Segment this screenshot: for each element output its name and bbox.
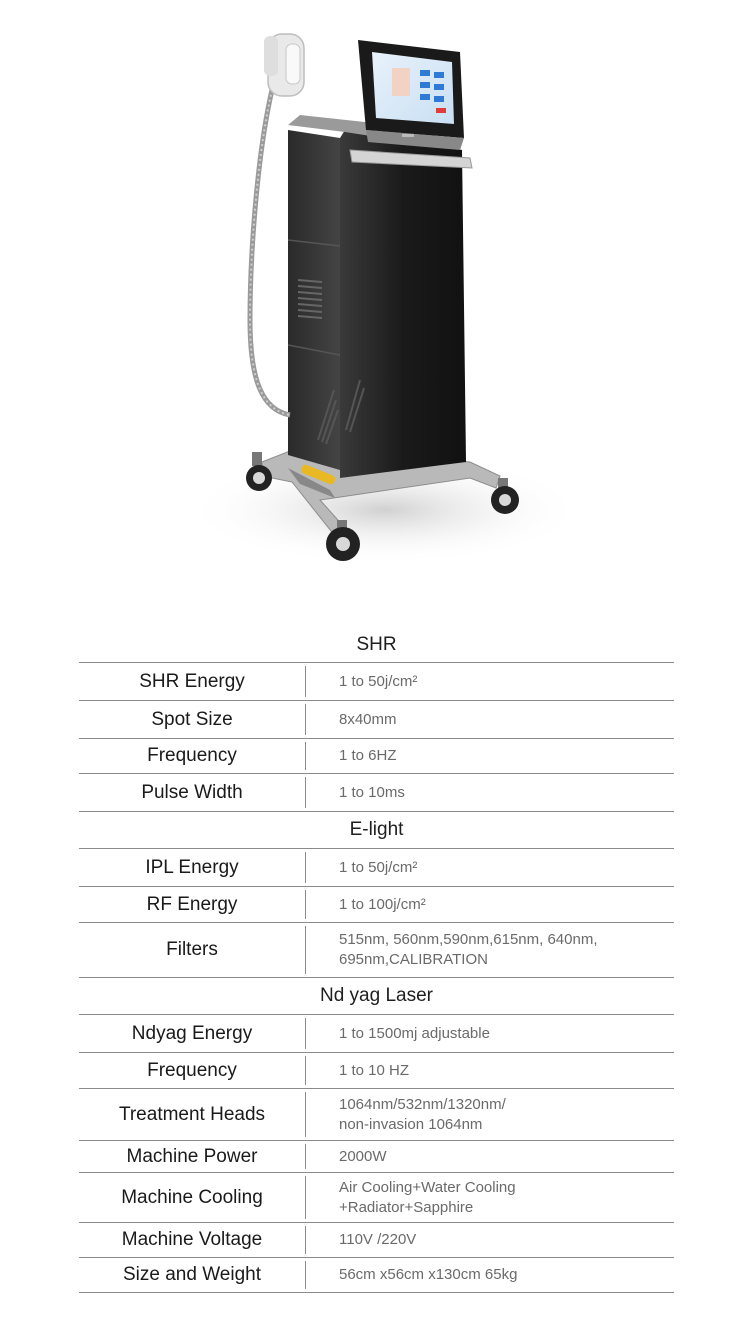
spec-value: 1 to 10ms	[339, 783, 405, 801]
spec-row	[79, 1089, 674, 1141]
spec-value: 1 to 1500mj adjustable	[339, 1024, 490, 1042]
spec-label: Machine Power	[79, 1144, 306, 1169]
specification-table	[79, 627, 674, 1293]
spec-row	[79, 923, 674, 978]
spec-value: 1064nm/532nm/1320nm/ non-invasion 1064nm	[339, 1095, 506, 1133]
spec-value: 110V /220V	[339, 1231, 417, 1248]
spec-label: Treatment Heads	[79, 1092, 306, 1137]
spec-row	[79, 887, 674, 923]
spec-label: SHR Energy	[79, 666, 306, 697]
spec-label: Frequency	[79, 742, 306, 770]
wheel-left	[246, 452, 272, 491]
spec-value: 1 to 10 HZ	[339, 1061, 410, 1079]
spec-row	[79, 663, 674, 701]
spec-label: Spot Size	[79, 704, 306, 735]
spec-row	[79, 1223, 674, 1258]
spec-value: 1 to 6HZ	[339, 747, 397, 764]
spec-label: Size and Weight	[79, 1261, 306, 1289]
machine-illustration	[0, 0, 750, 600]
spec-label: Filters	[79, 926, 306, 974]
spec-value: 56cm x56cm x130cm 65kg	[339, 1266, 518, 1283]
section-title: Nd yag Laser	[79, 978, 674, 1015]
spec-row	[79, 1015, 674, 1053]
spec-value: 515nm, 560nm,590nm,615nm, 640nm, 695nm,CALIBRATION	[339, 931, 598, 968]
spec-row	[79, 739, 674, 774]
spec-label: Machine Cooling	[79, 1176, 306, 1219]
spec-value: 1 to 50j/cm²	[339, 672, 418, 690]
spec-label: IPL Energy	[79, 852, 306, 883]
handpiece-cable	[250, 90, 290, 415]
touch-screen	[358, 40, 464, 150]
spec-value: 2000W	[339, 1147, 387, 1165]
section-title: SHR	[79, 627, 674, 663]
cabinet-front	[340, 130, 466, 478]
spec-row	[79, 1173, 674, 1223]
handpiece	[264, 34, 304, 96]
spec-value: 1 to 50j/cm²	[339, 858, 418, 876]
spec-label: Pulse Width	[79, 777, 306, 808]
spec-row	[79, 849, 674, 887]
section-title: E-light	[79, 812, 674, 849]
spec-label: RF Energy	[79, 890, 306, 919]
spec-value: 1 to 100j/cm²	[339, 895, 426, 913]
spec-value: 8x40mm	[339, 710, 397, 728]
spec-row	[79, 774, 674, 812]
spec-row	[79, 701, 674, 739]
spec-row	[79, 1053, 674, 1089]
spec-label: Machine Voltage	[79, 1226, 306, 1254]
spec-label: Frequency	[79, 1056, 306, 1085]
spec-label: Ndyag Energy	[79, 1018, 306, 1049]
spec-row	[79, 1141, 674, 1173]
spec-value: Air Cooling+Water Cooling +Radiator+Sapphire	[339, 1178, 516, 1216]
spec-row	[79, 1258, 674, 1293]
